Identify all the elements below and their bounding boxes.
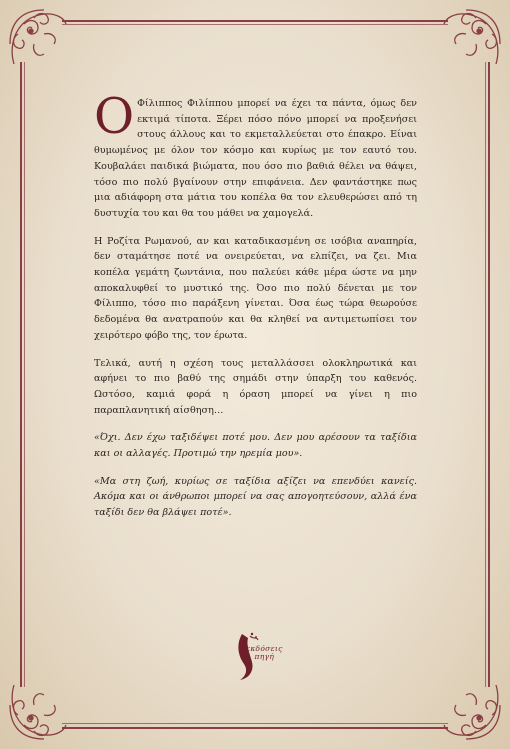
publisher-name xyxy=(246,645,283,661)
blurb-text xyxy=(94,88,417,533)
frame-bottom-line-inner xyxy=(62,723,448,724)
quote-2: «Μα στη ζωή, κυρίως σε ταξίδια αξίζει να επενδύει κανείς. Ακόμα και οι άνθρωποι μπορεί να σας απογοητεύσουν, αλλά ένα ταξίδι δεν θα βλάψει ποτέ». xyxy=(94,475,417,519)
frame-right-line xyxy=(488,62,490,687)
publisher-line-2: πηγή xyxy=(254,652,275,661)
corner-ornament-bottom-left-icon xyxy=(4,675,74,745)
corner-ornament-bottom-right-icon xyxy=(436,675,506,745)
blurb-paragraph-1: Ο Φίλιππος Φιλίππου μπορεί να έχει τα πάντα, όμως δεν εκτιμά τίποτα. Ξέρει πόσο πόνο μπορεί να προξενήσει στους άλλους και το εκμεταλλεύεται στο έπακρο. Είναι θυμωμένος με όλον τον κόσμο και κυρίως με τον εαυτό του. Κουβαλάει παιδικά βιώματα, που όσο πιο βαθιά θέλει να θάψει, τόσο πιο πολύ βγαίνουν στην επιφάνεια. Δεν φαντάστηκε πως μια αδιάφορη στα μάτια του κοπέλα θα τον ελευθερώσει από τη δυστυχία του και θα του μάθει να χαμογελά. xyxy=(94,88,417,219)
frame-left-line-inner xyxy=(24,62,25,687)
blurb-paragraph-3: Τελικά, αυτή η σχέση τους μεταλλάσσει ολοκληρωτικά και αφήνει το πιο βαθύ της σημάδι στην ύπαρξη του καθενός. Ωστόσο, καμιά φορά η όραση μπορεί να γίνει η πιο παραπλανητική αίσθηση… xyxy=(94,357,417,416)
drop-cap: Ο xyxy=(94,88,135,145)
blurb-paragraph-2: Η Ροζίτα Ρωμανού, αν και καταδικασμένη σε ισόβια αναπηρία, δεν σταμάτησε ποτέ να ονειρεύεται, να ελπίζει, να ζει. Μια κοπέλα γεμάτη ζωντάνια, που παλεύει κάθε μέρα ώστε να μην αποκαλυφθεί το μυστικό της. Όσο πιο πολύ δένεται με τον Φίλιππο, τόσο πιο παράξενη γίνεται. Όσα έως τώρα θεωρούσε δεδομένα θα ανατραπούν και θα κληθεί να αντιμετωπίσει τον χειρότερο φόβο της, τον έρωτα. xyxy=(94,235,417,341)
quote-1: «Όχι. Δεν έχω ταξιδέψει ποτέ μου. Δεν μου αρέσουν τα ταξίδια και οι αλλαγές. Προτιμώ την ηρεμία μου». xyxy=(94,432,417,460)
publisher-line-1: εκδόσεις xyxy=(246,644,283,653)
corner-ornament-top-right-icon xyxy=(436,4,506,74)
frame-right-line-inner xyxy=(485,62,486,687)
corner-ornament-top-left-icon xyxy=(4,4,74,74)
frame-top-line xyxy=(62,20,448,22)
frame-top-line-inner xyxy=(62,24,448,25)
frame-left-line xyxy=(20,62,22,687)
frame-bottom-line xyxy=(62,727,448,729)
